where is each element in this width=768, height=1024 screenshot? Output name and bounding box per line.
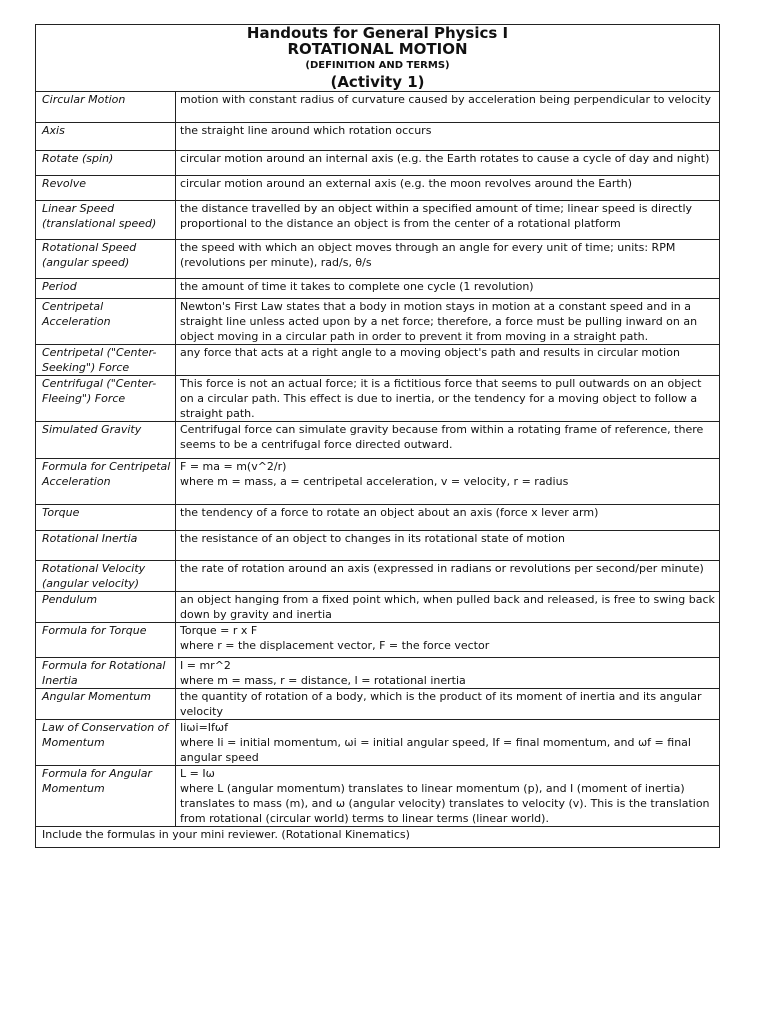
table-row [36, 530, 719, 560]
table-row [36, 560, 719, 591]
definition-cell: F = ma = m(v^2/r) where m = mass, a = centripetal acceleration, v = velocity, r = radius [176, 458, 720, 504]
table-row [36, 591, 719, 622]
term-cell: Formula for Rotational Inertia [36, 657, 176, 688]
definition-cell: circular motion around an internal axis (e.g. the Earth rotates to cause a cycle of day and night) [176, 150, 720, 175]
term-cell: Rotational Velocity (angular velocity) [36, 560, 176, 591]
definition-cell: the resistance of an object to changes in its rotational state of motion [176, 530, 720, 560]
table-row [36, 458, 719, 504]
term-cell: Angular Momentum [36, 688, 176, 719]
table-row [36, 719, 719, 765]
term-cell: Torque [36, 504, 176, 530]
definition-cell: an object hanging from a fixed point which, when pulled back and released, is free to swing back down by gravity and inertia [176, 591, 720, 622]
definition-cell: the distance travelled by an object within a specified amount of time; linear speed is directly proportional to the distance an object is from the center of a rotational platform [176, 200, 720, 239]
term-cell: Axis [36, 122, 176, 150]
definition-cell: the rate of rotation around an axis (expressed in radians or revolutions per second/per minute) [176, 560, 720, 591]
term-cell: Pendulum [36, 591, 176, 622]
terms-table [36, 92, 719, 826]
definition-cell: the straight line around which rotation occurs [176, 122, 720, 150]
topic-title: ROTATIONAL MOTION [287, 40, 468, 58]
definition-cell: the amount of time it takes to complete one cycle (1 revolution) [176, 278, 720, 298]
term-cell: Formula for Torque [36, 622, 176, 657]
term-cell: Formula for Angular Momentum [36, 765, 176, 826]
handout-title: Handouts for General Physics I [246, 24, 509, 42]
table-row [36, 122, 719, 150]
term-cell: Rotational Speed (angular speed) [36, 239, 176, 278]
definition-cell: I = mr^2 where m = mass, r = distance, I = rotational inertia [176, 657, 720, 688]
table-row [36, 375, 719, 421]
definition-cell: Centrifugal force can simulate gravity because from within a rotating frame of reference, there seems to be a centrifugal force directed outward. [176, 421, 720, 458]
term-cell: Centrifugal ("Center-Fleeing") Force [36, 375, 176, 421]
definition-cell: Torque = r x F where r = the displacement vector, F = the force vector [176, 622, 720, 657]
table-row [36, 278, 719, 298]
table-row [36, 765, 719, 826]
definition-cell: circular motion around an external axis (e.g. the moon revolves around the Earth) [176, 175, 720, 200]
table-row [36, 622, 719, 657]
table-row [36, 344, 719, 375]
definition-cell: Iiωi=Ifωf where Ii = initial momentum, ωi = initial angular speed, If = final momentum, and ωf = final angular speed [176, 719, 720, 765]
term-cell: Period [36, 278, 176, 298]
definition-cell: the tendency of a force to rotate an object about an axis (force x lever arm) [176, 504, 720, 530]
handout-sheet [35, 24, 720, 848]
table-row [36, 150, 719, 175]
definition-cell: L = Iω where L (angular momentum) translates to linear momentum (p), and I (moment of inertia) translates to mass (m), and ω (angular velocity) translates to velocity (v). This is the translation from rotational (circular world) terms to linear terms (linear world). [176, 765, 720, 826]
term-cell: Rotational Inertia [36, 530, 176, 560]
definition-cell: Newton's First Law states that a body in motion stays in motion at a constant speed and in a straight line unless acted upon by a net force; therefore, a force must be pulling inward on an object moving in a circular path in order to prevent it from moving in a straight path. [176, 298, 720, 344]
term-cell: Centripetal Acceleration [36, 298, 176, 344]
term-cell: Linear Speed (translational speed) [36, 200, 176, 239]
definition-cell: any force that acts at a right angle to a moving object's path and results in circular motion [176, 344, 720, 375]
table-row [36, 688, 719, 719]
term-cell: Rotate (spin) [36, 150, 176, 175]
table-row [36, 200, 719, 239]
table-row [36, 175, 719, 200]
definition-cell: the speed with which an object moves through an angle for every unit of time; units: RPM (revolutions per minute), rad/s, θ/s [176, 239, 720, 278]
term-cell: Simulated Gravity [36, 421, 176, 458]
handout-header [36, 25, 719, 92]
table-row [36, 504, 719, 530]
footer-note: Include the formulas in your mini reviewer. (Rotational Kinematics) [36, 826, 719, 847]
term-cell: Law of Conservation of Momentum [36, 719, 176, 765]
subtitle: (DEFINITION AND TERMS) [305, 60, 450, 71]
table-row [36, 298, 719, 344]
definition-cell: This force is not an actual force; it is a fictitious force that seems to pull outwards on an object on a circular path. This effect is due to inertia, or the tendency for a moving object to follow a straight path. [176, 375, 720, 421]
table-row [36, 657, 719, 688]
term-cell: Circular Motion [36, 92, 176, 122]
definition-cell: motion with constant radius of curvature caused by acceleration being perpendicular to velocity [180, 93, 712, 106]
term-cell: Revolve [36, 175, 176, 200]
table-row [36, 421, 719, 458]
term-cell: Centripetal ("Center-Seeking") Force [36, 344, 176, 375]
table-row [36, 92, 719, 122]
activity-label: (Activity 1) [330, 73, 425, 91]
table-row [36, 239, 719, 278]
term-cell: Formula for Centripetal Acceleration [36, 458, 176, 504]
definition-cell: the quantity of rotation of a body, which is the product of its moment of inertia and its angular velocity [176, 688, 720, 719]
